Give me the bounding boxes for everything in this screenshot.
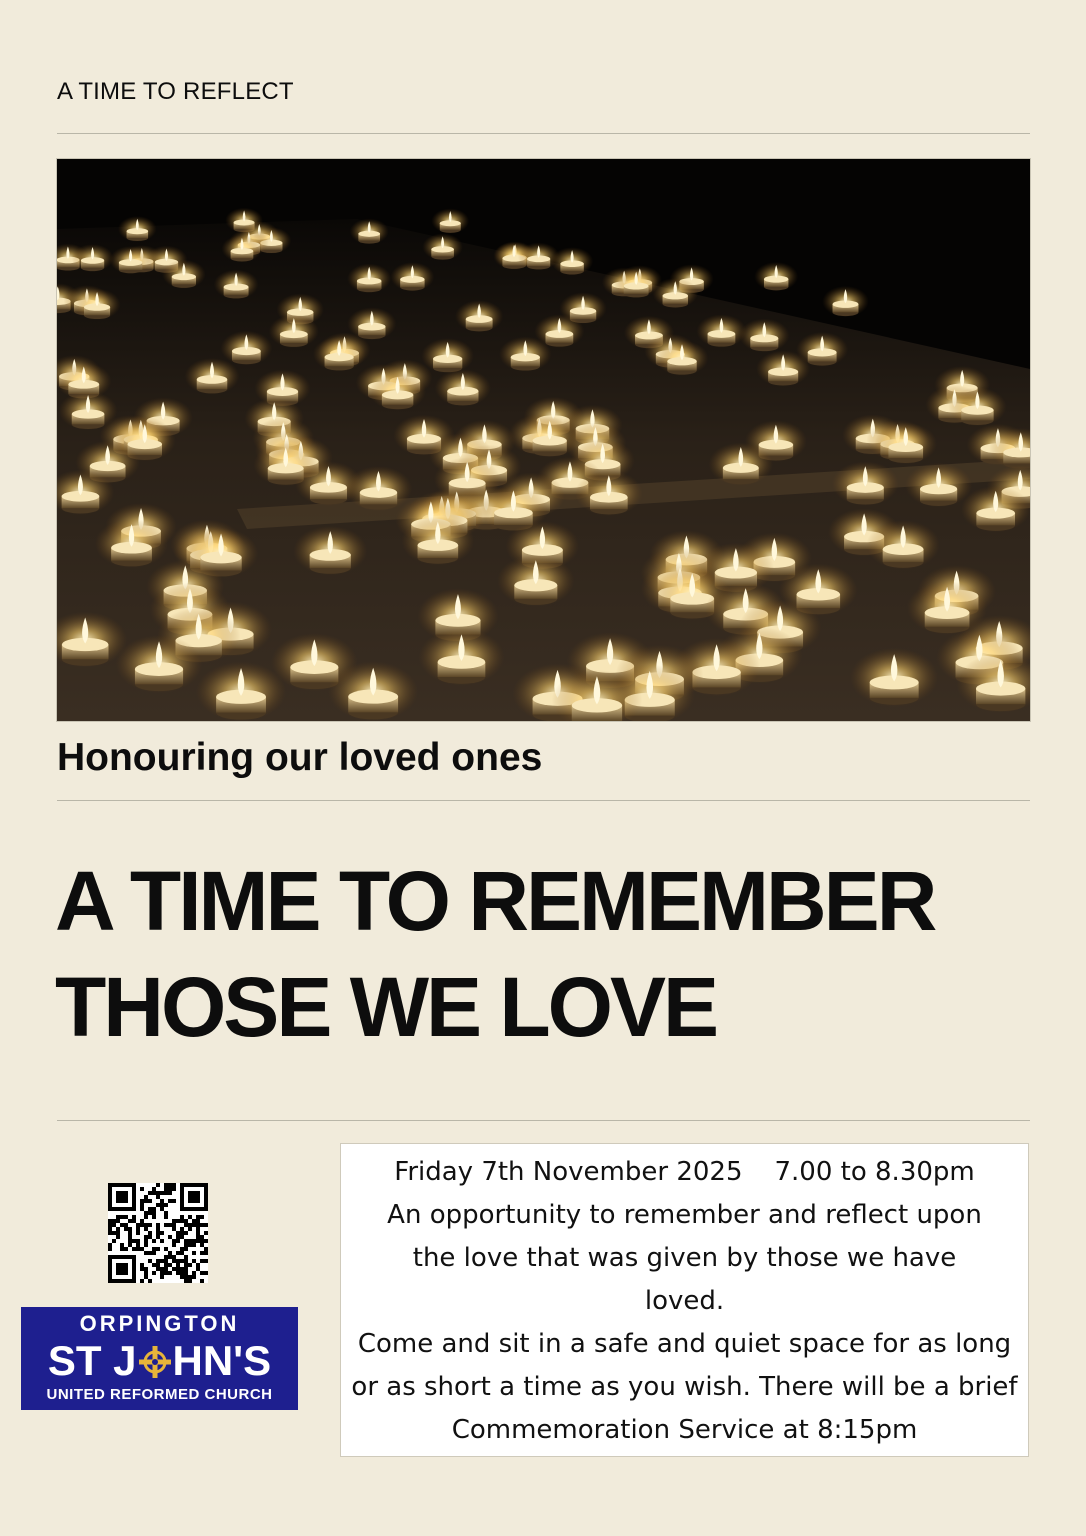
candle: [220, 331, 272, 366]
church-logo: [21, 1307, 298, 1410]
candle: [419, 628, 505, 685]
event-description-2: Come and sit in a safe and quiet space for as long or as short a time as you wish. There will be a brief Commemoration Service at 8:15pm: [351, 1329, 1018, 1445]
candle: [350, 218, 389, 244]
divider-middle: [57, 800, 1030, 801]
headline-line-2: THOSE WE LOVE: [55, 960, 717, 1054]
candle: [575, 471, 643, 516]
candle: [822, 286, 869, 317]
candle: [369, 373, 426, 411]
candle: [422, 233, 463, 260]
candle: [850, 648, 938, 707]
candle: [656, 340, 709, 375]
candle: [499, 337, 551, 372]
candle: [739, 319, 789, 353]
candle: [196, 662, 286, 721]
candle: [435, 369, 491, 406]
candle: [214, 269, 259, 299]
candle: [313, 336, 365, 371]
divider-bottom: [57, 1120, 1030, 1121]
event-time: 7.00 to 8.30pm: [774, 1157, 975, 1187]
candle: [118, 216, 157, 242]
candle: [709, 443, 774, 486]
logo-denomination: UNITED REFORMED CHURCH: [46, 1386, 273, 1403]
candle: [185, 358, 240, 395]
candle: [95, 519, 168, 568]
candle: [551, 247, 593, 275]
kicker-label: A TIME TO REFLECT: [57, 78, 294, 105]
divider-top: [57, 133, 1030, 134]
candle: [116, 635, 203, 693]
candle: [754, 262, 798, 291]
candle: [961, 486, 1030, 532]
headline: [55, 848, 934, 1060]
event-date: Friday 7th November 2025: [394, 1157, 743, 1187]
subtitle: Honouring our loved ones: [57, 736, 543, 779]
candle: [269, 315, 319, 348]
candle: [162, 260, 206, 289]
candle: [421, 338, 474, 373]
candle: [293, 526, 367, 575]
candle: [875, 423, 937, 465]
candle: [345, 466, 412, 511]
candle: [328, 661, 418, 721]
candle: [110, 246, 152, 274]
candle: [948, 387, 1006, 426]
candle: [905, 463, 972, 508]
candle: [74, 289, 121, 320]
candle: [347, 264, 391, 293]
candle: [497, 555, 574, 607]
celtic-cross-icon: [138, 1345, 172, 1379]
candle: [390, 262, 434, 291]
qr-code-icon[interactable]: [108, 1183, 208, 1283]
candle: [756, 351, 810, 387]
logo-name-right: HN'S: [172, 1337, 272, 1384]
candle: [696, 314, 746, 347]
headline-line-1: A TIME TO REMEMBER: [55, 854, 935, 948]
candle: [614, 268, 659, 298]
candle: [832, 461, 899, 506]
candles-photo: [56, 158, 1031, 722]
candle: [866, 520, 940, 569]
logo-town: ORPINGTON: [79, 1311, 240, 1336]
candle: [222, 235, 263, 262]
event-description-1: An opportunity to remember and reflect upon the love that was given by those we have loved.: [387, 1200, 982, 1316]
candle: [652, 278, 698, 309]
event-details-box: [340, 1143, 1029, 1457]
candle: [431, 208, 469, 233]
candle: [401, 517, 474, 566]
logo-church-name: [21, 1337, 298, 1385]
candle: [455, 300, 503, 332]
candle: [72, 244, 114, 272]
logo-name-left: ST J: [47, 1337, 137, 1384]
